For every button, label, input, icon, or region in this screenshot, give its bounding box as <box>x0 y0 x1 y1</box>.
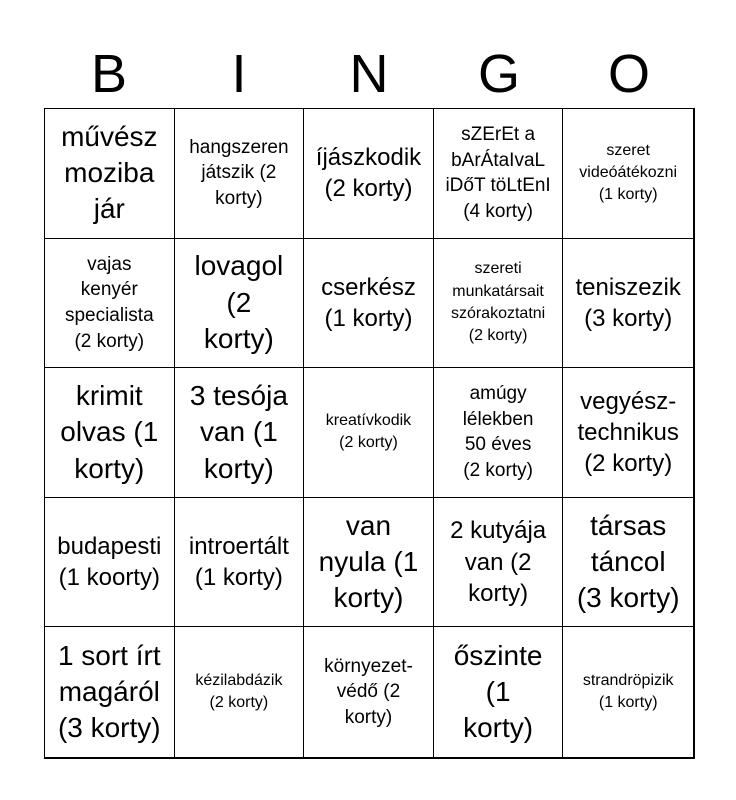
header-letter-n: N <box>349 44 389 104</box>
header-letter-o: O <box>607 44 650 104</box>
bingo-cell[interactable]: van nyula (1 korty) <box>304 498 434 628</box>
bingo-cell[interactable]: teniszezik (3 korty) <box>563 239 693 369</box>
bingo-grid <box>44 108 695 759</box>
bingo-cell[interactable]: vegyész- technikus (2 korty) <box>563 368 693 498</box>
bingo-cell[interactable]: lovagol (2 korty) <box>175 239 305 369</box>
bingo-cell[interactable]: 2 kutyája van (2 korty) <box>434 498 564 628</box>
bingo-cell[interactable]: kreatívkodik (2 korty) <box>304 368 434 498</box>
bingo-cell[interactable]: 1 sort írt magáról (3 korty) <box>45 627 175 757</box>
bingo-cell[interactable]: íjászkodik (2 korty) <box>304 109 434 239</box>
bingo-cell[interactable]: hangszeren játszik (2 korty) <box>175 109 305 239</box>
header-letter-g: G <box>477 44 520 104</box>
bingo-cell[interactable]: társas táncol (3 korty) <box>563 498 693 628</box>
bingo-cell[interactable]: vajas kenyér specialista (2 korty) <box>45 239 175 369</box>
bingo-cell[interactable]: introertált (1 korty) <box>175 498 305 628</box>
bingo-cell[interactable]: művész moziba jár <box>45 109 175 239</box>
bingo-cell[interactable]: sZErEt a bArÁtaIvaL iDőT töLtEnI (4 korty) <box>434 109 564 239</box>
bingo-cell[interactable]: szereti munkatársait szórakoztatni (2 korty) <box>434 239 564 369</box>
bingo-header <box>44 40 694 108</box>
bingo-cell[interactable]: őszinte (1 korty) <box>434 627 564 757</box>
header-letter-i: I <box>231 44 247 104</box>
bingo-cell[interactable]: kézilabdázik (2 korty) <box>175 627 305 757</box>
bingo-cell[interactable]: 3 tesója van (1 korty) <box>175 368 305 498</box>
bingo-cell[interactable]: szeret videóátékozni (1 korty) <box>563 109 693 239</box>
bingo-cell[interactable]: krimit olvas (1 korty) <box>45 368 175 498</box>
bingo-cell[interactable]: budapesti (1 koorty) <box>45 498 175 628</box>
header-letter-b: B <box>90 44 128 104</box>
bingo-cell[interactable]: amúgy lélekben 50 éves (2 korty) <box>434 368 564 498</box>
bingo-cell[interactable]: strandröpizik (1 korty) <box>582 671 674 712</box>
bingo-cell[interactable]: környezet- védő (2 korty) <box>304 627 434 757</box>
bingo-cell[interactable]: cserkész (1 korty) <box>304 239 434 369</box>
